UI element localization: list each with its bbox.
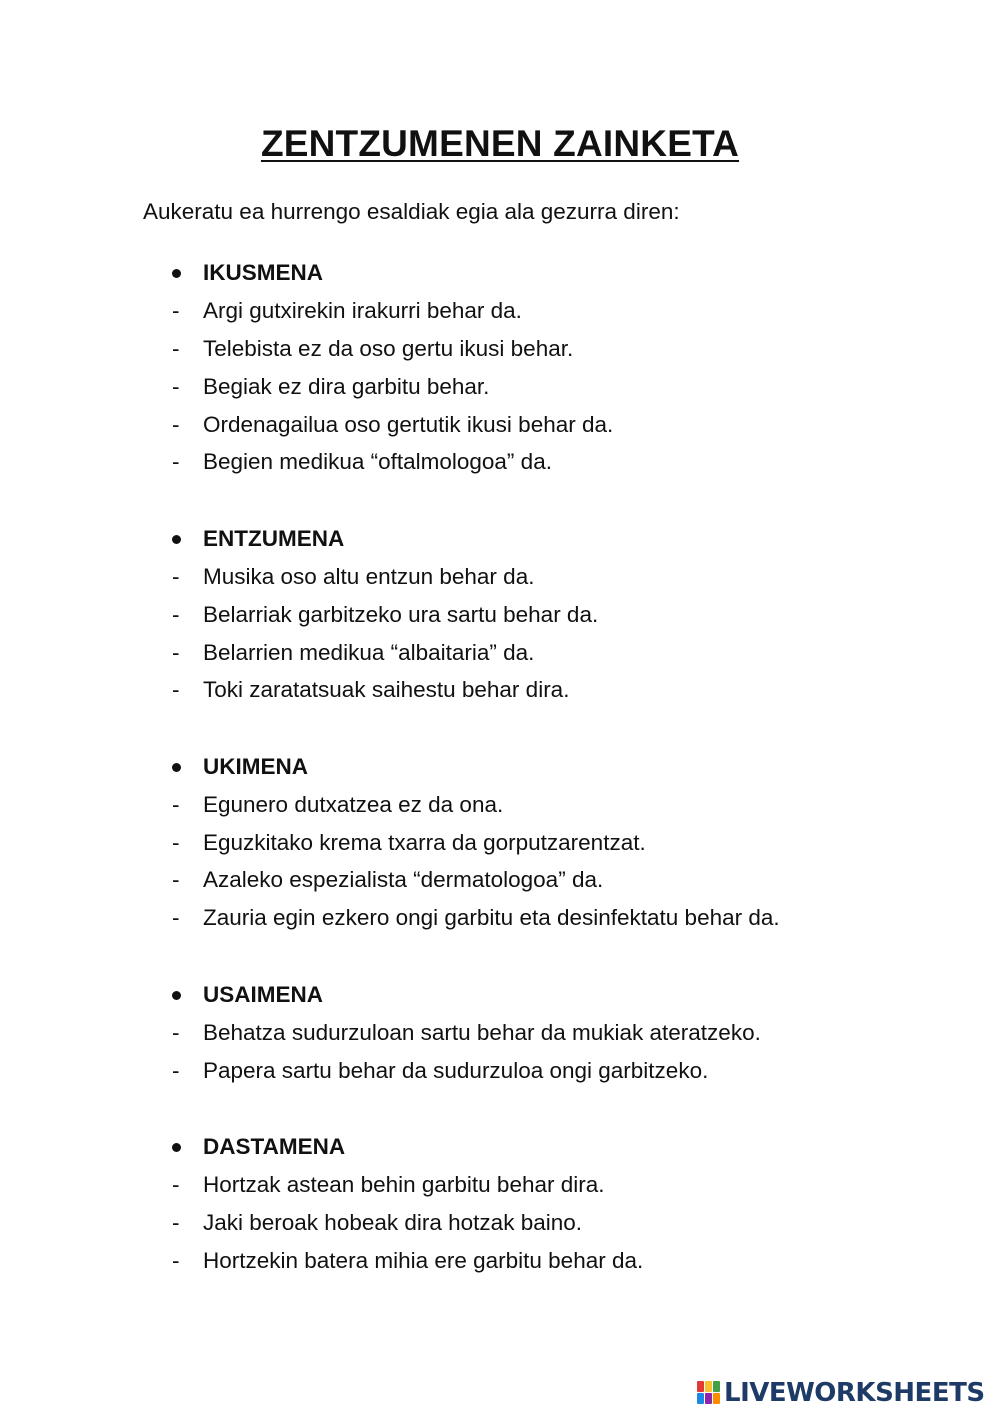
statement-item — [0, 1242, 1000, 1280]
section — [0, 976, 1000, 1090]
statement-item — [0, 1052, 1000, 1090]
dash-marker: - — [172, 1171, 180, 1197]
dash-marker: - — [172, 867, 180, 893]
statement-text: Argi gutxirekin irakurri behar da. — [203, 297, 522, 323]
dash-marker: - — [172, 639, 180, 665]
dash-marker: - — [172, 411, 180, 437]
statement-item — [0, 368, 1000, 406]
section-heading-text: DASTAMENA — [203, 1133, 346, 1159]
statement-item — [0, 1014, 1000, 1052]
statement-item — [0, 443, 1000, 481]
bullet-icon — [172, 269, 181, 278]
section-heading — [0, 748, 1000, 786]
statement-text: Papera sartu behar da sudurzuloa ongi garbitzeko. — [203, 1057, 709, 1083]
statement-text: Belarrien medikua “albaitaria” da. — [203, 639, 535, 665]
bullet-icon — [172, 1143, 181, 1152]
instructions-text: Aukeratu ea hurrengo esaldiak egia ala gezurra diren: — [143, 199, 680, 224]
section — [0, 520, 1000, 709]
statement-text: Telebista ez da oso gertu ikusi behar. — [203, 335, 574, 361]
statement-text: Zauria egin ezkero ongi garbitu eta desinfektatu behar da. — [203, 905, 780, 931]
section — [0, 254, 1000, 481]
dash-marker: - — [172, 563, 180, 589]
section — [0, 1128, 1000, 1280]
section — [0, 748, 1000, 937]
section-heading-text: USAIMENA — [203, 981, 324, 1007]
statement-item — [0, 1166, 1000, 1204]
dash-marker: - — [172, 1247, 180, 1273]
dash-marker: - — [172, 297, 180, 323]
dash-marker: - — [172, 449, 180, 475]
statement-text: Musika oso altu entzun behar da. — [203, 563, 535, 589]
logo-square — [713, 1393, 720, 1404]
page-title: ZENTZUMENEN ZAINKETA — [260, 123, 740, 164]
statement-item — [0, 558, 1000, 596]
liveworksheets-logo[interactable] — [697, 1378, 985, 1408]
dash-marker: - — [172, 1019, 180, 1045]
statement-item — [0, 1204, 1000, 1242]
statement-item — [0, 671, 1000, 709]
statement-item — [0, 861, 1000, 899]
statement-item — [0, 292, 1000, 330]
section-heading — [0, 976, 1000, 1014]
statement-text: Hortzekin batera mihia ere garbitu behar da. — [203, 1247, 644, 1273]
dash-marker: - — [172, 601, 180, 627]
statement-text: Belarriak garbitzeko ura sartu behar da. — [203, 601, 599, 627]
statement-item — [0, 634, 1000, 672]
statement-text: Ordenagailua oso gertutik ikusi behar da. — [203, 411, 614, 437]
dash-marker: - — [172, 373, 180, 399]
statement-text: Behatza sudurzuloan sartu behar da mukiak ateratzeko. — [203, 1019, 761, 1045]
section-heading — [0, 1128, 1000, 1166]
dash-marker: - — [172, 791, 180, 817]
statement-text: Begiak ez dira garbitu behar. — [203, 373, 490, 399]
statement-item — [0, 786, 1000, 824]
statement-text: Eguzkitako krema txarra da gorputzarentzat. — [203, 829, 646, 855]
statement-item — [0, 824, 1000, 862]
statement-text: Jaki beroak hobeak dira hotzak baino. — [203, 1209, 582, 1235]
section-heading — [0, 520, 1000, 558]
logo-square — [713, 1381, 720, 1392]
dash-marker: - — [172, 335, 180, 361]
statement-item — [0, 596, 1000, 634]
bullet-icon — [172, 535, 181, 544]
statement-text: Azaleko espezialista “dermatologoa” da. — [203, 867, 604, 893]
dash-marker: - — [172, 829, 180, 855]
statement-text: Begien medikua “oftalmologoa” da. — [203, 449, 552, 475]
statement-item — [0, 330, 1000, 368]
logo-square — [697, 1381, 704, 1392]
statement-item — [0, 406, 1000, 444]
statement-text: Hortzak astean behin garbitu behar dira. — [203, 1171, 605, 1197]
logo-square — [697, 1393, 704, 1404]
logo-text: LIVEWORKSHEETS — [724, 1378, 985, 1408]
bullet-icon — [172, 991, 181, 1000]
dash-marker: - — [172, 1209, 180, 1235]
bullet-icon — [172, 763, 181, 772]
logo-square — [705, 1381, 712, 1392]
logo-square — [705, 1393, 712, 1404]
dash-marker: - — [172, 905, 180, 931]
statement-item — [0, 899, 1000, 937]
liveworksheets-logo-icon — [697, 1381, 721, 1405]
sections-list — [0, 254, 1000, 1318]
statement-text: Toki zaratatsuak saihestu behar dira. — [203, 677, 570, 703]
statement-text: Egunero dutxatzea ez da ona. — [203, 791, 504, 817]
section-heading-text: IKUSMENA — [203, 260, 324, 285]
dash-marker: - — [172, 1057, 180, 1083]
section-heading — [0, 254, 1000, 292]
section-heading-text: ENTZUMENA — [203, 525, 345, 551]
section-heading-text: UKIMENA — [203, 753, 308, 779]
dash-marker: - — [172, 677, 180, 703]
